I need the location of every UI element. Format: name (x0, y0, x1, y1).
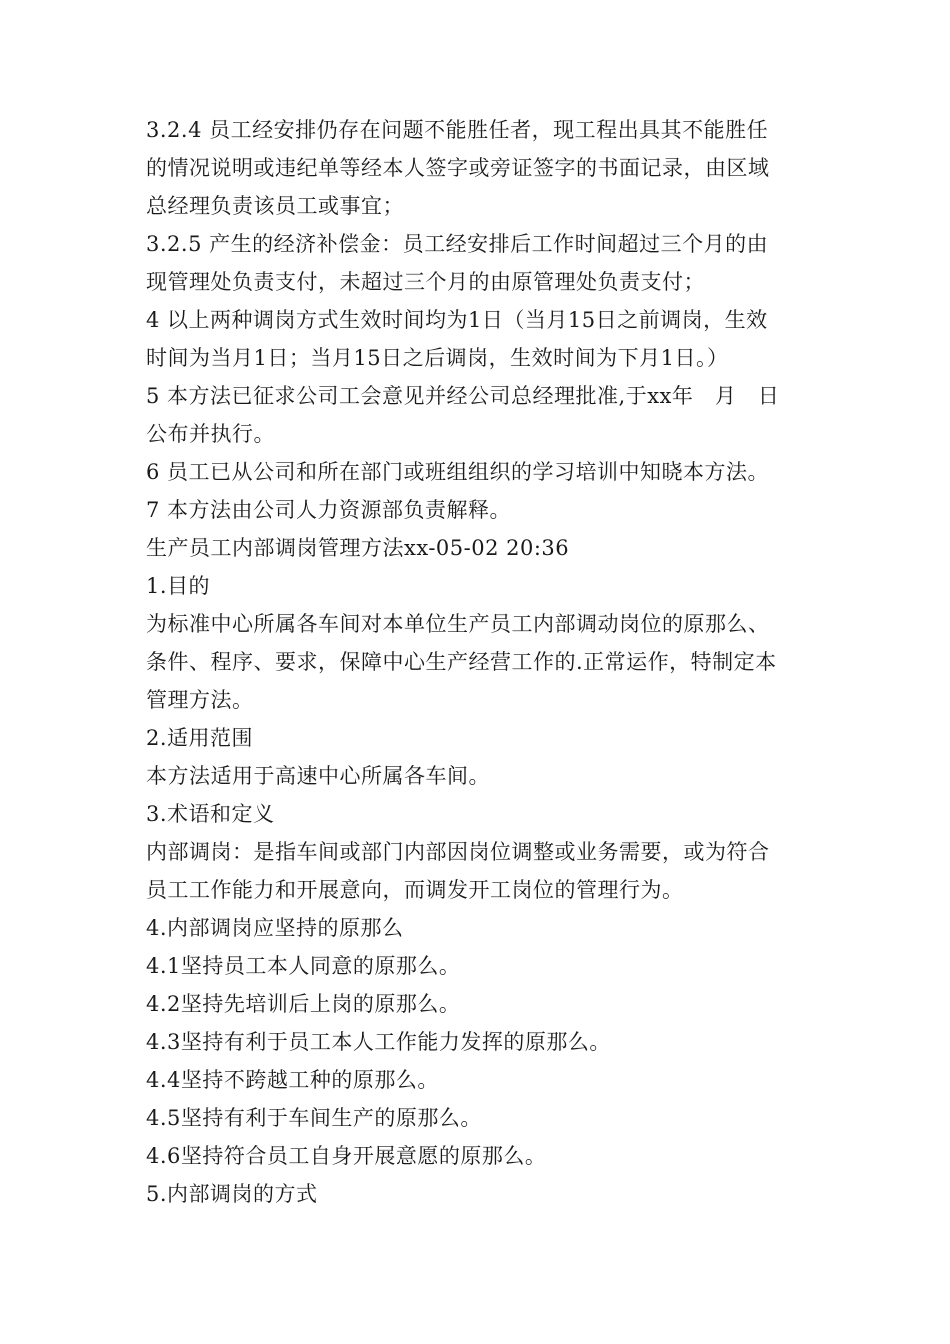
text-line: 本方法适用于高速中心所属各车间。 (146, 764, 490, 788)
text-line: 员工工作能力和开展意向，而调发开工岗位的管理行为。 (146, 878, 684, 902)
text-line-3-2-4: 3.2.4 员工经安排仍存在问题不能胜任者，现工程出具其不能胜任 (146, 118, 769, 142)
text-line: 管理方法。 (146, 688, 254, 712)
section-heading-methods: 5.内部调岗的方式 (146, 1182, 318, 1206)
text-line: 公布并执行。 (146, 422, 275, 446)
text-line: 总经理负责该员工或事宜； (146, 194, 404, 218)
section-heading-principles: 4.内部调岗应坚持的原那么 (146, 916, 404, 940)
list-item-4-6: 4.6坚持符合员工自身开展意愿的原那么。 (146, 1144, 547, 1168)
document-page (146, 111, 814, 1213)
text-line-item-6: 6 员工已从公司和所在部门或班组组织的学习培训中知晓本方法。 (146, 460, 770, 484)
text-line: 内部调岗：是指车间或部门内部因岗位调整或业务需要，或为符合 (146, 840, 770, 864)
section-heading-purpose: 1.目的 (146, 574, 211, 598)
text-line-3-2-5: 3.2.5 产生的经济补偿金：员工经安排后工作时间超过三个月的由 (146, 232, 769, 256)
text-line: 为标准中心所属各车间对本单位生产员工内部调动岗位的原那么、 (146, 612, 770, 636)
section-heading-definitions: 3.术语和定义 (146, 802, 275, 826)
text-line: 现管理处负责支付，未超过三个月的由原管理处负责支付； (146, 270, 705, 294)
list-item-4-2: 4.2坚持先培训后上岗的原那么。 (146, 992, 461, 1016)
text-line-item-4: 4 以上两种调岗方式生效时间均为1日（当月15日之前调岗，生效 (146, 308, 768, 332)
text-line: 的情况说明或违纪单等经本人签字或旁证签字的书面记录，由区域 (146, 156, 770, 180)
list-item-4-3: 4.3坚持有利于员工本人工作能力发挥的原那么。 (146, 1030, 611, 1054)
text-line: 时间为当月1日；当月15日之后调岗，生效时间为下月1日。） (146, 346, 729, 370)
section-heading-scope: 2.适用范围 (146, 726, 254, 750)
text-line-item-7: 7 本方法由公司人力资源部负责解释。 (146, 498, 512, 522)
list-item-4-5: 4.5坚持有利于车间生产的原那么。 (146, 1106, 482, 1130)
text-line: 条件、程序、要求，保障中心生产经营工作的.正常运作，特制定本 (146, 650, 777, 674)
list-item-4-1: 4.1坚持员工本人同意的原那么。 (146, 954, 461, 978)
document-title: 生产员工内部调岗管理方法xx-05-02 20:36 (146, 536, 570, 560)
text-line-item-5: 5 本方法已征求公司工会意见并经公司总经理批准,于xx年 月 日 (146, 384, 780, 408)
list-item-4-4: 4.4坚持不跨越工种的原那么。 (146, 1068, 439, 1092)
